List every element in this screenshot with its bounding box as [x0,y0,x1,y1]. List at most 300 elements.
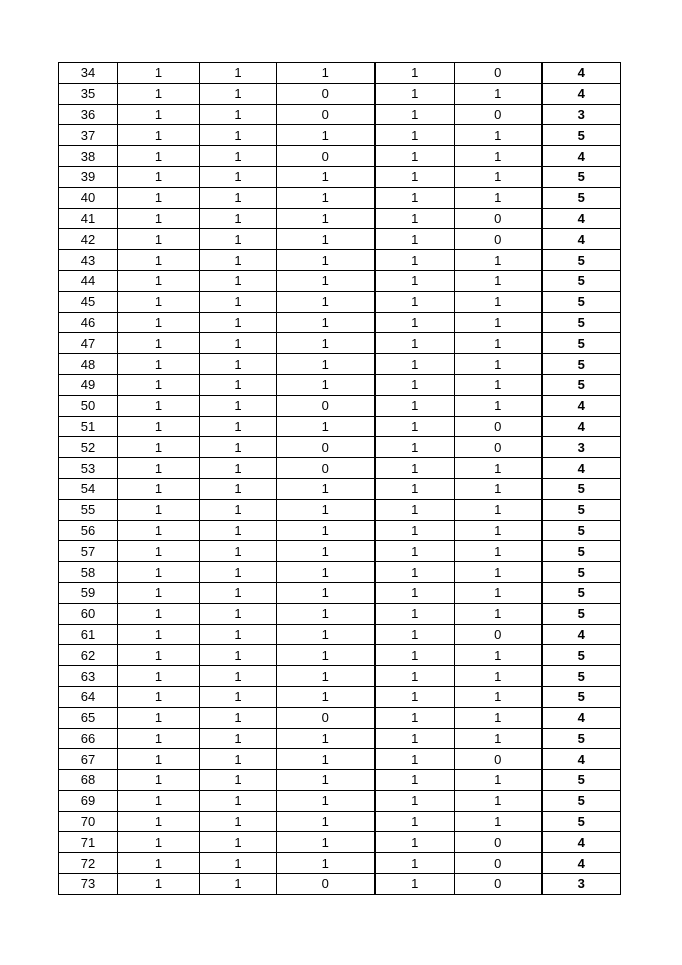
value-cell-2: 1 [200,312,277,333]
value-cell-5: 1 [455,562,542,583]
value-cell-2: 1 [200,686,277,707]
value-cell-3: 1 [277,582,375,603]
table-row [59,187,621,208]
value-cell-3: 1 [277,499,375,520]
value-cell-2: 1 [200,811,277,832]
row-number-cell: 53 [59,458,118,479]
row-number-cell: 34 [59,63,118,84]
value-cell-4: 1 [375,686,455,707]
value-cell-3: 0 [277,707,375,728]
value-cell-3: 1 [277,229,375,250]
value-cell-2: 1 [200,250,277,271]
total-cell: 5 [542,562,621,583]
value-cell-2: 1 [200,728,277,749]
total-cell: 5 [542,541,621,562]
value-cell-3: 1 [277,354,375,375]
table-row [59,354,621,375]
value-cell-1: 1 [118,250,200,271]
table-row [59,458,621,479]
value-cell-5: 1 [455,541,542,562]
value-cell-1: 1 [118,686,200,707]
value-cell-5: 1 [455,333,542,354]
table-row [59,832,621,853]
value-cell-4: 1 [375,416,455,437]
value-cell-4: 1 [375,853,455,874]
value-cell-5: 0 [455,229,542,250]
table-row [59,250,621,271]
table-row [59,562,621,583]
value-cell-1: 1 [118,83,200,104]
value-cell-3: 1 [277,686,375,707]
total-cell: 3 [542,437,621,458]
value-cell-4: 1 [375,770,455,791]
value-cell-5: 1 [455,666,542,687]
table-row [59,811,621,832]
row-number-cell: 49 [59,374,118,395]
value-cell-3: 1 [277,208,375,229]
value-cell-1: 1 [118,603,200,624]
value-cell-3: 1 [277,250,375,271]
row-number-cell: 69 [59,790,118,811]
value-cell-1: 1 [118,291,200,312]
value-cell-3: 1 [277,270,375,291]
value-cell-5: 1 [455,582,542,603]
value-cell-3: 1 [277,166,375,187]
value-cell-5: 1 [455,645,542,666]
value-cell-2: 1 [200,125,277,146]
value-cell-1: 1 [118,229,200,250]
value-cell-1: 1 [118,790,200,811]
value-cell-4: 1 [375,458,455,479]
value-cell-4: 1 [375,811,455,832]
table-row [59,229,621,250]
total-cell: 5 [542,645,621,666]
row-number-cell: 43 [59,250,118,271]
value-cell-2: 1 [200,354,277,375]
table-row [59,270,621,291]
total-cell: 5 [542,811,621,832]
total-cell: 4 [542,624,621,645]
value-cell-4: 1 [375,166,455,187]
table-body [59,63,621,895]
total-cell: 5 [542,728,621,749]
value-cell-5: 1 [455,146,542,167]
value-cell-4: 1 [375,437,455,458]
value-cell-3: 1 [277,790,375,811]
value-cell-1: 1 [118,499,200,520]
total-cell: 5 [542,686,621,707]
value-cell-5: 0 [455,624,542,645]
table-row [59,645,621,666]
value-cell-4: 1 [375,374,455,395]
total-cell: 5 [542,166,621,187]
value-cell-2: 1 [200,187,277,208]
table-row [59,478,621,499]
value-cell-4: 1 [375,187,455,208]
value-cell-1: 1 [118,666,200,687]
value-cell-2: 1 [200,541,277,562]
value-cell-4: 1 [375,291,455,312]
value-cell-2: 1 [200,63,277,84]
table-row [59,125,621,146]
row-number-cell: 41 [59,208,118,229]
value-cell-1: 1 [118,832,200,853]
score-table [58,62,621,895]
value-cell-4: 1 [375,250,455,271]
value-cell-3: 0 [277,146,375,167]
value-cell-4: 1 [375,749,455,770]
value-cell-4: 1 [375,125,455,146]
row-number-cell: 51 [59,416,118,437]
row-number-cell: 67 [59,749,118,770]
value-cell-4: 1 [375,63,455,84]
value-cell-1: 1 [118,374,200,395]
value-cell-1: 1 [118,437,200,458]
total-cell: 4 [542,208,621,229]
table-row [59,624,621,645]
value-cell-3: 1 [277,520,375,541]
value-cell-5: 1 [455,83,542,104]
value-cell-5: 1 [455,354,542,375]
value-cell-4: 1 [375,790,455,811]
table-row [59,728,621,749]
table-row [59,416,621,437]
value-cell-2: 1 [200,749,277,770]
value-cell-3: 0 [277,83,375,104]
value-cell-3: 1 [277,770,375,791]
value-cell-4: 1 [375,520,455,541]
table-row [59,770,621,791]
value-cell-5: 0 [455,749,542,770]
value-cell-2: 1 [200,790,277,811]
value-cell-3: 1 [277,666,375,687]
value-cell-3: 0 [277,395,375,416]
row-number-cell: 39 [59,166,118,187]
total-cell: 3 [542,104,621,125]
table-row [59,603,621,624]
total-cell: 4 [542,832,621,853]
value-cell-1: 1 [118,707,200,728]
row-number-cell: 65 [59,707,118,728]
value-cell-2: 1 [200,478,277,499]
value-cell-1: 1 [118,582,200,603]
value-cell-2: 1 [200,83,277,104]
value-cell-4: 1 [375,104,455,125]
row-number-cell: 55 [59,499,118,520]
value-cell-2: 1 [200,416,277,437]
table-row [59,83,621,104]
value-cell-4: 1 [375,270,455,291]
value-cell-4: 1 [375,83,455,104]
table-row [59,208,621,229]
table-row [59,104,621,125]
value-cell-5: 1 [455,166,542,187]
value-cell-3: 1 [277,63,375,84]
value-cell-5: 1 [455,458,542,479]
value-cell-3: 1 [277,562,375,583]
table-row [59,582,621,603]
total-cell: 5 [542,666,621,687]
total-cell: 5 [542,187,621,208]
row-number-cell: 56 [59,520,118,541]
value-cell-3: 0 [277,104,375,125]
value-cell-5: 1 [455,520,542,541]
total-cell: 5 [542,333,621,354]
total-cell: 5 [542,478,621,499]
value-cell-4: 1 [375,312,455,333]
value-cell-5: 1 [455,250,542,271]
value-cell-2: 1 [200,166,277,187]
value-cell-1: 1 [118,749,200,770]
value-cell-4: 1 [375,832,455,853]
value-cell-5: 0 [455,104,542,125]
value-cell-4: 1 [375,229,455,250]
value-cell-4: 1 [375,728,455,749]
total-cell: 5 [542,499,621,520]
row-number-cell: 61 [59,624,118,645]
total-cell: 4 [542,395,621,416]
value-cell-2: 1 [200,333,277,354]
value-cell-3: 1 [277,749,375,770]
value-cell-2: 1 [200,666,277,687]
table-row [59,333,621,354]
table-row [59,707,621,728]
total-cell: 4 [542,63,621,84]
row-number-cell: 35 [59,83,118,104]
value-cell-4: 1 [375,624,455,645]
value-cell-3: 1 [277,478,375,499]
value-cell-4: 1 [375,208,455,229]
value-cell-2: 1 [200,229,277,250]
row-number-cell: 38 [59,146,118,167]
table-row [59,666,621,687]
total-cell: 4 [542,707,621,728]
value-cell-2: 1 [200,562,277,583]
value-cell-4: 1 [375,645,455,666]
value-cell-5: 0 [455,208,542,229]
value-cell-3: 1 [277,853,375,874]
value-cell-5: 0 [455,874,542,895]
total-cell: 5 [542,603,621,624]
row-number-cell: 57 [59,541,118,562]
table-row [59,520,621,541]
value-cell-1: 1 [118,146,200,167]
row-number-cell: 37 [59,125,118,146]
row-number-cell: 45 [59,291,118,312]
value-cell-3: 1 [277,603,375,624]
total-cell: 5 [542,270,621,291]
value-cell-2: 1 [200,437,277,458]
row-number-cell: 58 [59,562,118,583]
value-cell-2: 1 [200,374,277,395]
total-cell: 5 [542,250,621,271]
value-cell-2: 1 [200,208,277,229]
value-cell-2: 1 [200,874,277,895]
row-number-cell: 59 [59,582,118,603]
value-cell-3: 1 [277,333,375,354]
total-cell: 5 [542,790,621,811]
value-cell-3: 0 [277,437,375,458]
table-row [59,312,621,333]
value-cell-5: 1 [455,125,542,146]
total-cell: 4 [542,853,621,874]
value-cell-4: 1 [375,333,455,354]
value-cell-2: 1 [200,146,277,167]
total-cell: 5 [542,582,621,603]
value-cell-1: 1 [118,770,200,791]
value-cell-3: 1 [277,416,375,437]
value-cell-5: 1 [455,395,542,416]
value-cell-2: 1 [200,770,277,791]
row-number-cell: 40 [59,187,118,208]
row-number-cell: 64 [59,686,118,707]
value-cell-5: 1 [455,291,542,312]
value-cell-3: 1 [277,832,375,853]
value-cell-2: 1 [200,853,277,874]
value-cell-5: 1 [455,811,542,832]
value-cell-2: 1 [200,624,277,645]
total-cell: 4 [542,458,621,479]
value-cell-3: 0 [277,458,375,479]
row-number-cell: 70 [59,811,118,832]
value-cell-1: 1 [118,104,200,125]
row-number-cell: 66 [59,728,118,749]
row-number-cell: 73 [59,874,118,895]
row-number-cell: 36 [59,104,118,125]
row-number-cell: 60 [59,603,118,624]
value-cell-4: 1 [375,146,455,167]
table-row [59,853,621,874]
value-cell-5: 0 [455,853,542,874]
value-cell-5: 1 [455,728,542,749]
row-number-cell: 62 [59,645,118,666]
row-number-cell: 68 [59,770,118,791]
row-number-cell: 71 [59,832,118,853]
value-cell-1: 1 [118,125,200,146]
total-cell: 5 [542,374,621,395]
value-cell-3: 1 [277,291,375,312]
value-cell-1: 1 [118,458,200,479]
value-cell-4: 1 [375,562,455,583]
value-cell-5: 1 [455,312,542,333]
value-cell-1: 1 [118,63,200,84]
row-number-cell: 63 [59,666,118,687]
total-cell: 5 [542,354,621,375]
table-row [59,874,621,895]
row-number-cell: 50 [59,395,118,416]
value-cell-4: 1 [375,666,455,687]
value-cell-3: 1 [277,624,375,645]
value-cell-5: 1 [455,686,542,707]
total-cell: 5 [542,770,621,791]
total-cell: 4 [542,416,621,437]
value-cell-2: 1 [200,520,277,541]
value-cell-4: 1 [375,541,455,562]
value-cell-1: 1 [118,270,200,291]
value-cell-2: 1 [200,270,277,291]
value-cell-3: 1 [277,312,375,333]
value-cell-4: 1 [375,478,455,499]
total-cell: 5 [542,520,621,541]
table-row [59,63,621,84]
row-number-cell: 44 [59,270,118,291]
value-cell-1: 1 [118,645,200,666]
value-cell-1: 1 [118,562,200,583]
value-cell-1: 1 [118,811,200,832]
value-cell-5: 1 [455,499,542,520]
table-row [59,541,621,562]
value-cell-2: 1 [200,832,277,853]
table-row [59,146,621,167]
value-cell-1: 1 [118,395,200,416]
value-cell-1: 1 [118,208,200,229]
value-cell-3: 1 [277,374,375,395]
total-cell: 5 [542,312,621,333]
value-cell-5: 1 [455,770,542,791]
row-number-cell: 42 [59,229,118,250]
value-cell-3: 1 [277,125,375,146]
table-row [59,749,621,770]
value-cell-2: 1 [200,291,277,312]
total-cell: 4 [542,229,621,250]
value-cell-4: 1 [375,603,455,624]
value-cell-4: 1 [375,582,455,603]
value-cell-3: 0 [277,874,375,895]
value-cell-1: 1 [118,874,200,895]
value-cell-2: 1 [200,582,277,603]
value-cell-5: 1 [455,270,542,291]
value-cell-1: 1 [118,333,200,354]
row-number-cell: 48 [59,354,118,375]
table-row [59,790,621,811]
value-cell-3: 1 [277,187,375,208]
value-cell-1: 1 [118,624,200,645]
value-cell-3: 1 [277,728,375,749]
row-number-cell: 72 [59,853,118,874]
total-cell: 5 [542,291,621,312]
value-cell-5: 1 [455,187,542,208]
table-row [59,499,621,520]
value-cell-5: 1 [455,707,542,728]
value-cell-5: 1 [455,478,542,499]
value-cell-1: 1 [118,728,200,749]
table-row [59,374,621,395]
total-cell: 4 [542,749,621,770]
value-cell-5: 1 [455,374,542,395]
value-cell-1: 1 [118,312,200,333]
table-row [59,166,621,187]
row-number-cell: 46 [59,312,118,333]
value-cell-3: 1 [277,811,375,832]
total-cell: 4 [542,83,621,104]
value-cell-2: 1 [200,499,277,520]
value-cell-1: 1 [118,478,200,499]
value-cell-2: 1 [200,458,277,479]
value-cell-5: 0 [455,416,542,437]
value-cell-2: 1 [200,603,277,624]
value-cell-2: 1 [200,645,277,666]
value-cell-5: 0 [455,832,542,853]
value-cell-4: 1 [375,395,455,416]
value-cell-1: 1 [118,541,200,562]
value-cell-2: 1 [200,104,277,125]
row-number-cell: 52 [59,437,118,458]
value-cell-1: 1 [118,166,200,187]
value-cell-5: 0 [455,63,542,84]
row-number-cell: 47 [59,333,118,354]
table-row [59,437,621,458]
value-cell-5: 1 [455,790,542,811]
